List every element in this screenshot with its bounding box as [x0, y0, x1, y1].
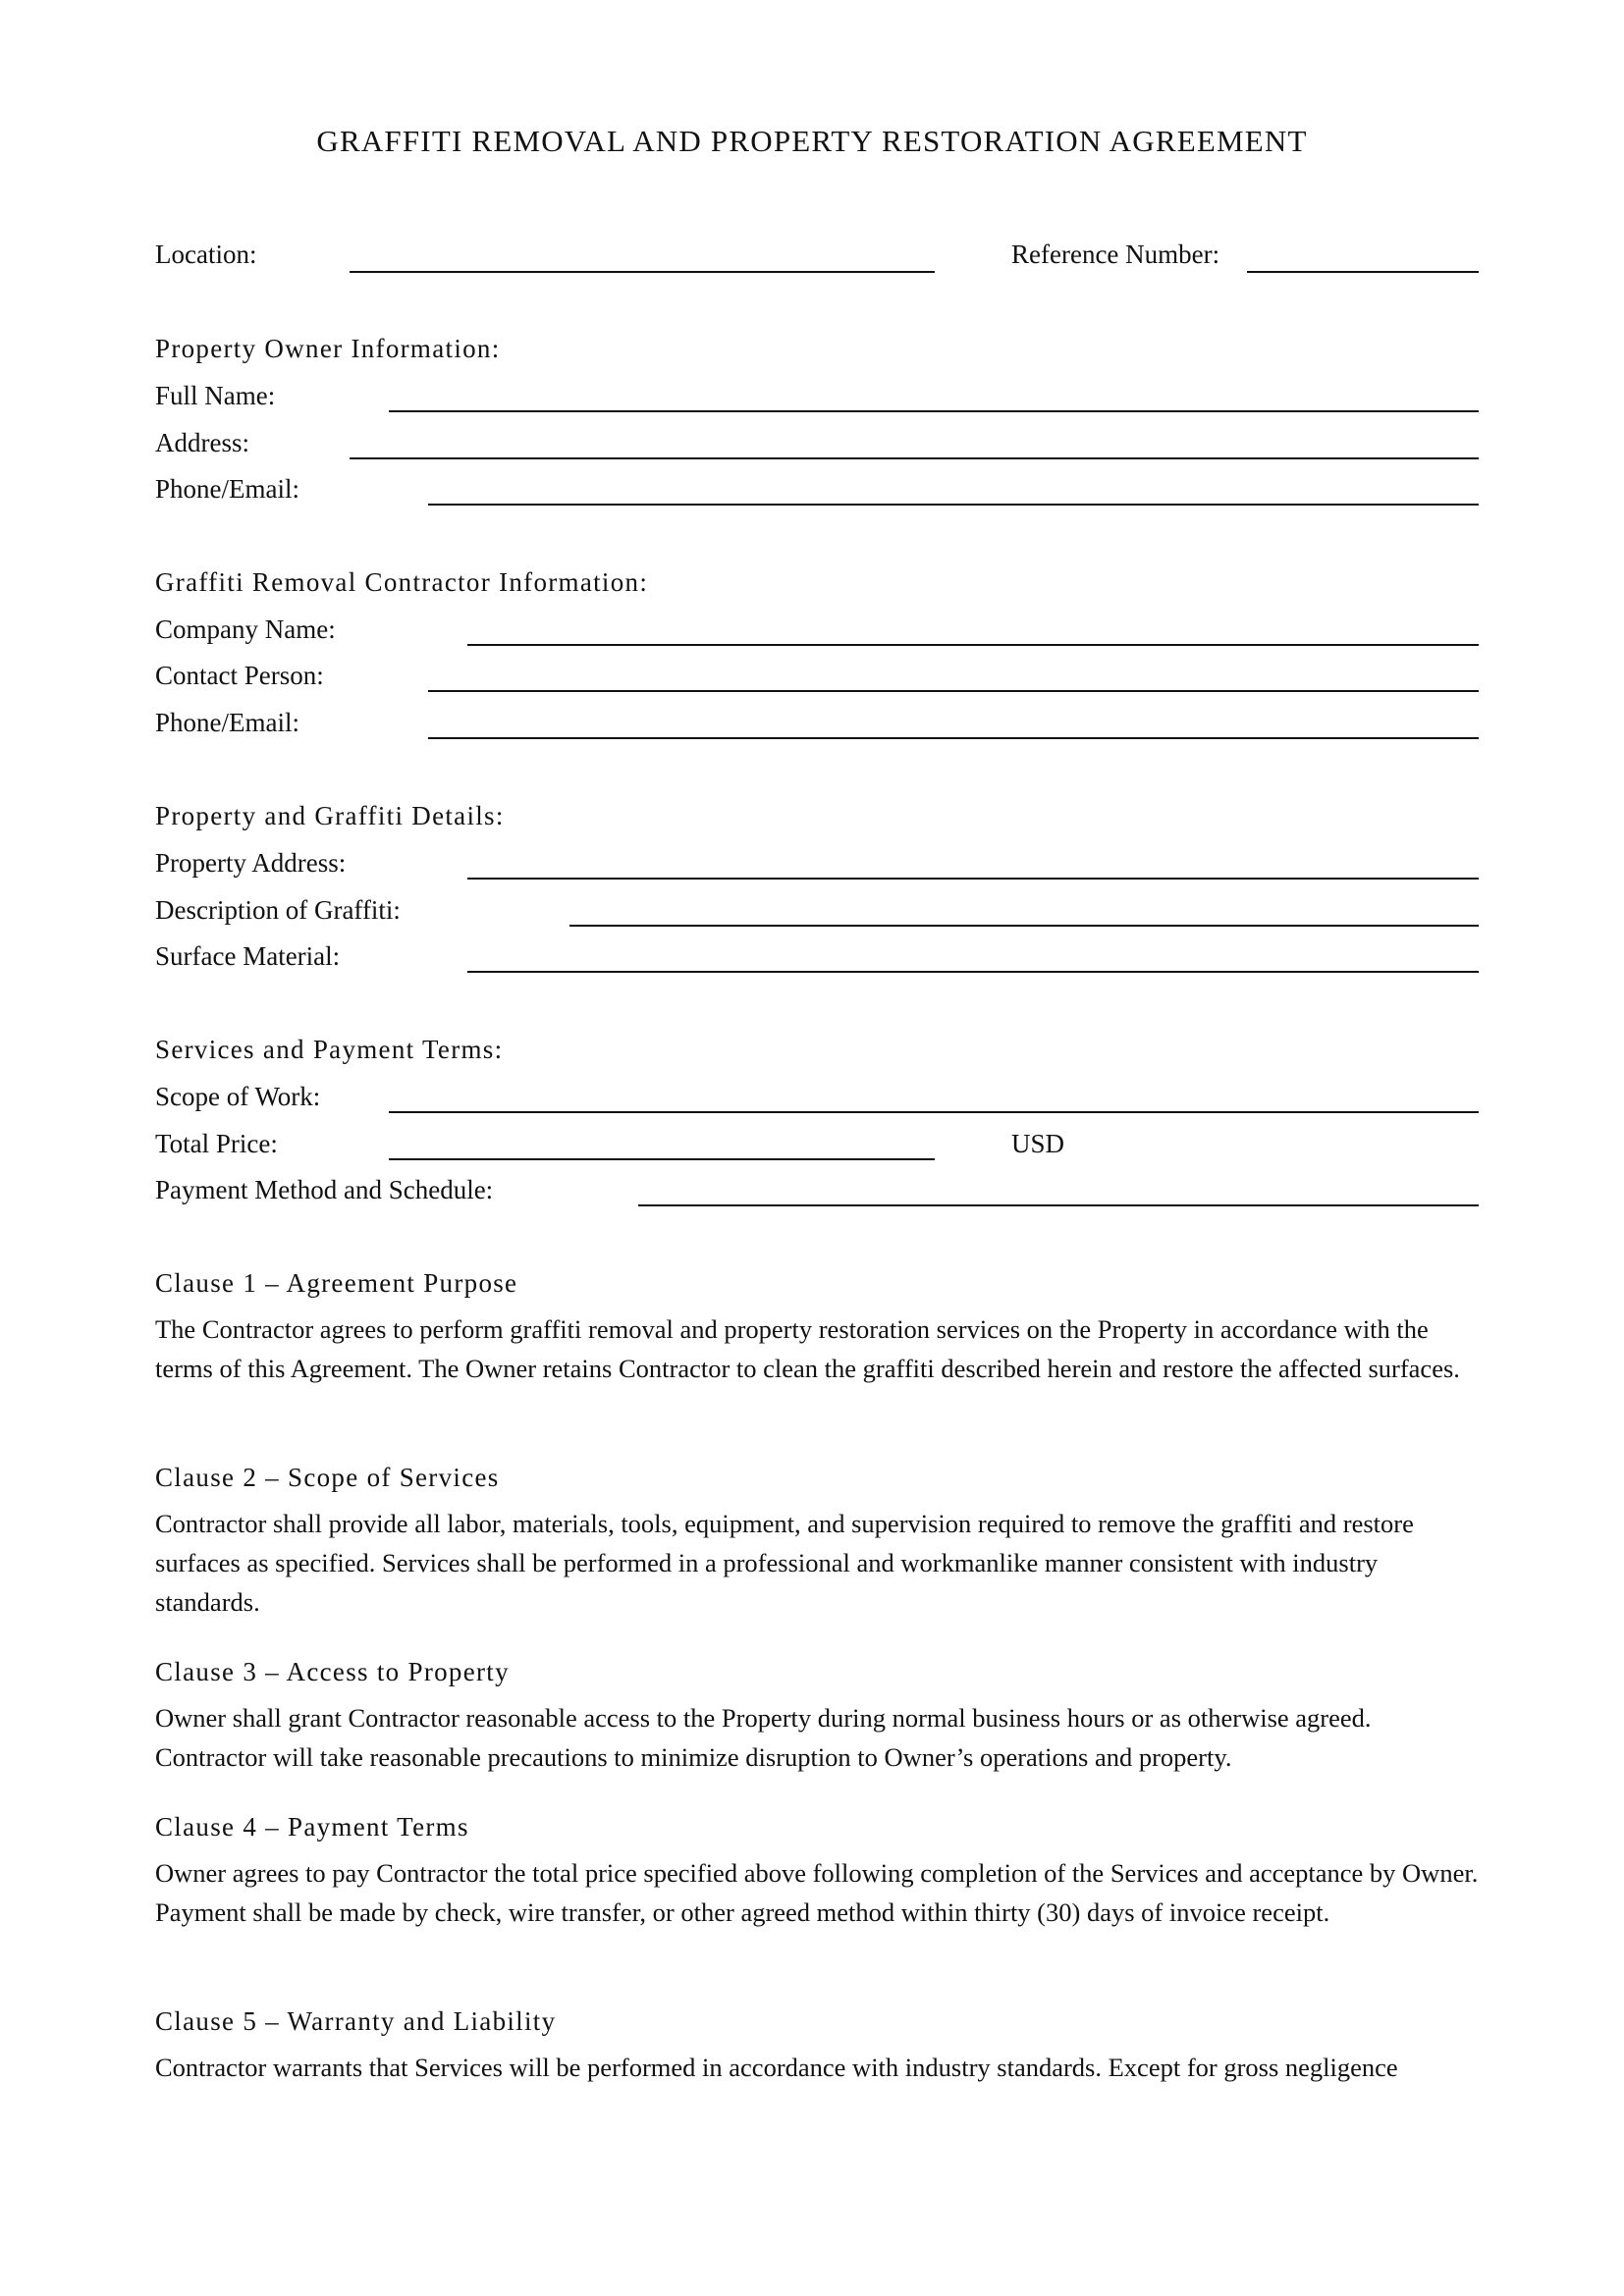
total-price-label: Total Price:: [155, 1129, 278, 1158]
contractor-info-heading: Graffiti Removal Contractor Information:: [155, 567, 649, 597]
services-heading: Services and Payment Terms:: [155, 1035, 504, 1064]
contractor-phone-email-field[interactable]: [428, 737, 1479, 739]
clause-1-body: The Contractor agrees to perform graffiti removal and property restoration services on the Property in accordance with the terms of this Agreement. The Owner retains Contractor to clean the graffiti described herein and restore the affected surfaces.: [155, 1314, 1460, 1383]
currency-label: USD: [1011, 1129, 1065, 1158]
clause-3-heading: Clause 3 – Access to Property: [155, 1657, 510, 1686]
scope-of-work-field[interactable]: [389, 1111, 1479, 1113]
scope-of-work-label: Scope of Work:: [155, 1082, 321, 1111]
location-label: Location:: [155, 240, 257, 269]
location-field[interactable]: [350, 271, 935, 273]
graffiti-description-field[interactable]: [569, 925, 1479, 927]
company-name-label: Company Name:: [155, 614, 336, 644]
payment-method-field[interactable]: [638, 1204, 1479, 1206]
clause-2-body: Contractor shall provide all labor, materials, tools, equipment, and supervision required to remove the graffiti and restore surfaces as specified. Services shall be performed in a professional and workmanlike manner consistent with industry standards.: [155, 1509, 1414, 1617]
total-price-field[interactable]: [389, 1158, 935, 1160]
owner-full-name-field[interactable]: [389, 410, 1479, 412]
owner-info-heading: Property Owner Information:: [155, 334, 501, 363]
property-address-field[interactable]: [467, 878, 1479, 880]
owner-phone-email-label: Phone/Email:: [155, 474, 299, 504]
graffiti-description-label: Description of Graffiti:: [155, 895, 401, 925]
owner-address-label: Address:: [155, 428, 249, 457]
reference-number-label: Reference Number:: [1011, 240, 1220, 269]
surface-material-field[interactable]: [467, 971, 1479, 973]
contact-person-field[interactable]: [428, 690, 1479, 692]
owner-full-name-label: Full Name:: [155, 381, 276, 410]
clause-4-heading: Clause 4 – Payment Terms: [155, 1812, 469, 1842]
property-details-heading: Property and Graffiti Details:: [155, 801, 505, 830]
clause-4-body: Owner agrees to pay Contractor the total price specified above following completion of the Services and acceptance by Owner. Payment shall be made by check, wire transfer, or other agreed method within thirty (30) days of invoice receipt.: [155, 1858, 1479, 1927]
contractor-phone-email-label: Phone/Email:: [155, 708, 299, 737]
owner-phone-email-field[interactable]: [428, 504, 1479, 506]
document-title: GRAFFITI REMOVAL AND PROPERTY RESTORATION AGREEMENT: [316, 124, 1308, 158]
company-name-field[interactable]: [467, 644, 1479, 646]
clause-1-heading: Clause 1 – Agreement Purpose: [155, 1268, 518, 1298]
clause-2-heading: Clause 2 – Scope of Services: [155, 1463, 500, 1492]
property-address-label: Property Address:: [155, 848, 347, 878]
clause-3-body: Owner shall grant Contractor reasonable access to the Property during normal business hours or as otherwise agreed. Contractor will take reasonable precautions to minimize disruption to Owner’s operations and property.: [155, 1703, 1372, 1772]
reference-number-field[interactable]: [1247, 271, 1479, 273]
contact-person-label: Contact Person:: [155, 661, 324, 690]
surface-material-label: Surface Material:: [155, 941, 341, 971]
clause-5-heading: Clause 5 – Warranty and Liability: [155, 2006, 557, 2036]
owner-address-field[interactable]: [350, 457, 1479, 459]
clause-5-body: Contractor warrants that Services will be performed in accordance with industry standards. Except for gross negligence: [155, 2053, 1398, 2082]
payment-method-label: Payment Method and Schedule:: [155, 1175, 494, 1204]
